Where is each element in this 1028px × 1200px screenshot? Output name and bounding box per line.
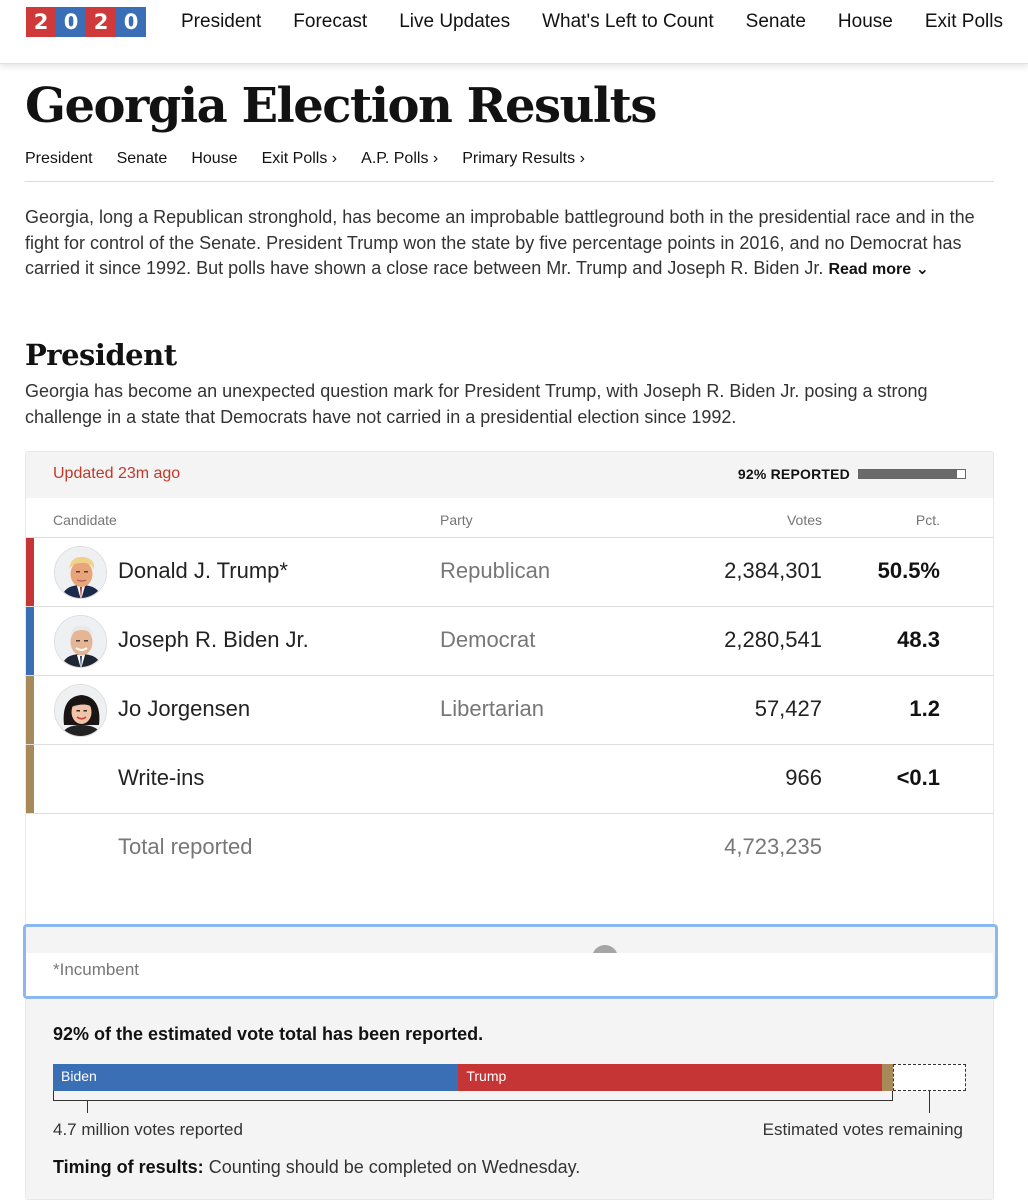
timing-label: Timing of results:: [53, 1157, 204, 1177]
remaining-tick: [929, 1091, 930, 1113]
incumbent-note: *Incumbent: [53, 960, 139, 979]
total-row: [26, 813, 993, 882]
reported-progress-fill: [859, 470, 957, 478]
header-pct: Pct.: [915, 512, 940, 528]
subnav-senate[interactable]: Senate: [116, 150, 168, 167]
candidate-pct: 48.3: [897, 627, 940, 652]
president-results-box: [25, 451, 994, 1200]
party-color-stripe: [26, 745, 34, 813]
president-description: Georgia has become an unexpected question mark for President Trump, with Joseph R. Biden Jr. posing a strong challenge in a state that Democrats have not carried in a presidential election since 1992.: [25, 381, 928, 427]
results-table: [26, 498, 993, 953]
header-votes: Votes: [786, 512, 822, 528]
subnav-house[interactable]: House: [191, 150, 238, 167]
logo-digit: 0: [116, 7, 146, 37]
candidate-name: Joseph R. Biden Jr.: [118, 627, 309, 652]
reported-bracket: [53, 1091, 893, 1101]
candidate-row-jorgensen: [26, 675, 993, 744]
intro-text: Georgia, long a Republican stronghold, has become an improbable battleground both in the presidential race and in the fight for control of the Senate. President Trump won the state by five percentage points in 2016, and no Democrat has carried it since 1992. But polls have shown a close race between Mr. Trump and Joseph R. Biden Jr.: [25, 207, 975, 278]
candidate-votes: 2,280,541: [724, 627, 822, 652]
page-title: Georgia Election Results: [25, 78, 656, 134]
party-color-stripe: [26, 676, 34, 744]
reported-label: 92% REPORTED: [737, 466, 850, 482]
nav-link-forecast[interactable]: Forecast: [293, 11, 368, 32]
party-color-stripe: [26, 538, 34, 606]
header-party: Party: [440, 512, 473, 528]
avatar-jorgensen: [54, 684, 107, 737]
subnav-primary-results[interactable]: Primary Results ›: [462, 150, 585, 167]
nav-link-president[interactable]: President: [181, 11, 262, 32]
nav-link-house[interactable]: House: [837, 11, 893, 32]
candidate-pct: 1.2: [909, 696, 940, 721]
subnav-president[interactable]: President: [25, 150, 93, 167]
candidate-votes: 2,384,301: [724, 558, 822, 583]
nav-link-live-updates[interactable]: Live Updates: [399, 11, 511, 32]
bar-label-trump: Trump: [466, 1068, 507, 1084]
reported-progress-bar: [858, 469, 966, 479]
avatar-trump: [54, 546, 107, 599]
nav-link-exit-polls[interactable]: Exit Polls: [924, 11, 1003, 32]
timing-text: Counting should be completed on Wednesday.: [203, 1157, 581, 1177]
candidate-votes: 57,427: [754, 696, 822, 721]
estimate-reported-text: 92% of the estimated vote total has been reported.: [53, 1024, 484, 1044]
subnav-ap-polls[interactable]: A.P. Polls ›: [361, 150, 439, 167]
top-nav: [0, 0, 1028, 64]
candidate-name: Write-ins: [118, 765, 205, 790]
total-votes: 4,723,235: [724, 834, 822, 859]
bar-label-biden: Biden: [61, 1068, 97, 1084]
candidate-pct: 50.5%: [877, 558, 940, 583]
subnav-exit-polls[interactable]: Exit Polls ›: [261, 150, 338, 167]
intro-paragraph: [25, 205, 995, 283]
updated-time: Updated 23m ago: [53, 465, 181, 482]
top-nav-links: [181, 11, 1028, 33]
candidate-pct: <0.1: [896, 765, 940, 790]
nav-link-senate[interactable]: Senate: [745, 11, 806, 32]
candidate-row-write-ins: [26, 744, 993, 813]
logo-digit: 2: [86, 7, 116, 37]
party-color-stripe: [26, 607, 34, 675]
header-candidate: Candidate: [53, 512, 117, 528]
incumbent-footnote-area: [26, 953, 993, 996]
bar-segment-remaining: [893, 1064, 966, 1091]
total-label: Total reported: [118, 834, 253, 859]
divider: [25, 181, 994, 182]
nav-link-whats-left[interactable]: What's Left to Count: [542, 11, 714, 32]
logo-digit: 0: [56, 7, 86, 37]
election-2020-logo[interactable]: [26, 7, 146, 37]
read-more-link[interactable]: Read more ⌄: [828, 261, 929, 278]
reported-tick: [87, 1101, 88, 1113]
bar-segment-trump: [458, 1064, 882, 1091]
timing-of-results: [53, 1157, 580, 1178]
votes-reported-label: 4.7 million votes reported: [53, 1120, 243, 1139]
logo-digit: 2: [26, 7, 56, 37]
candidate-party: Democrat: [440, 627, 536, 652]
bar-segment-other: [882, 1064, 893, 1091]
candidate-votes: 966: [785, 765, 822, 790]
sub-nav: [25, 150, 609, 168]
candidate-party: Libertarian: [440, 696, 544, 721]
candidate-name: Jo Jorgensen: [118, 696, 251, 721]
avatar-biden: [54, 615, 107, 668]
candidate-row-biden: [26, 606, 993, 675]
vote-share-bar: [53, 1064, 966, 1091]
candidate-party: Republican: [440, 558, 551, 583]
bar-segment-biden: [53, 1064, 458, 1091]
votes-remaining-label: Estimated votes remaining: [762, 1120, 963, 1139]
president-section-title: President: [25, 338, 177, 372]
candidate-name: Donald J. Trump*: [118, 558, 288, 583]
candidate-row-trump: [26, 537, 993, 606]
